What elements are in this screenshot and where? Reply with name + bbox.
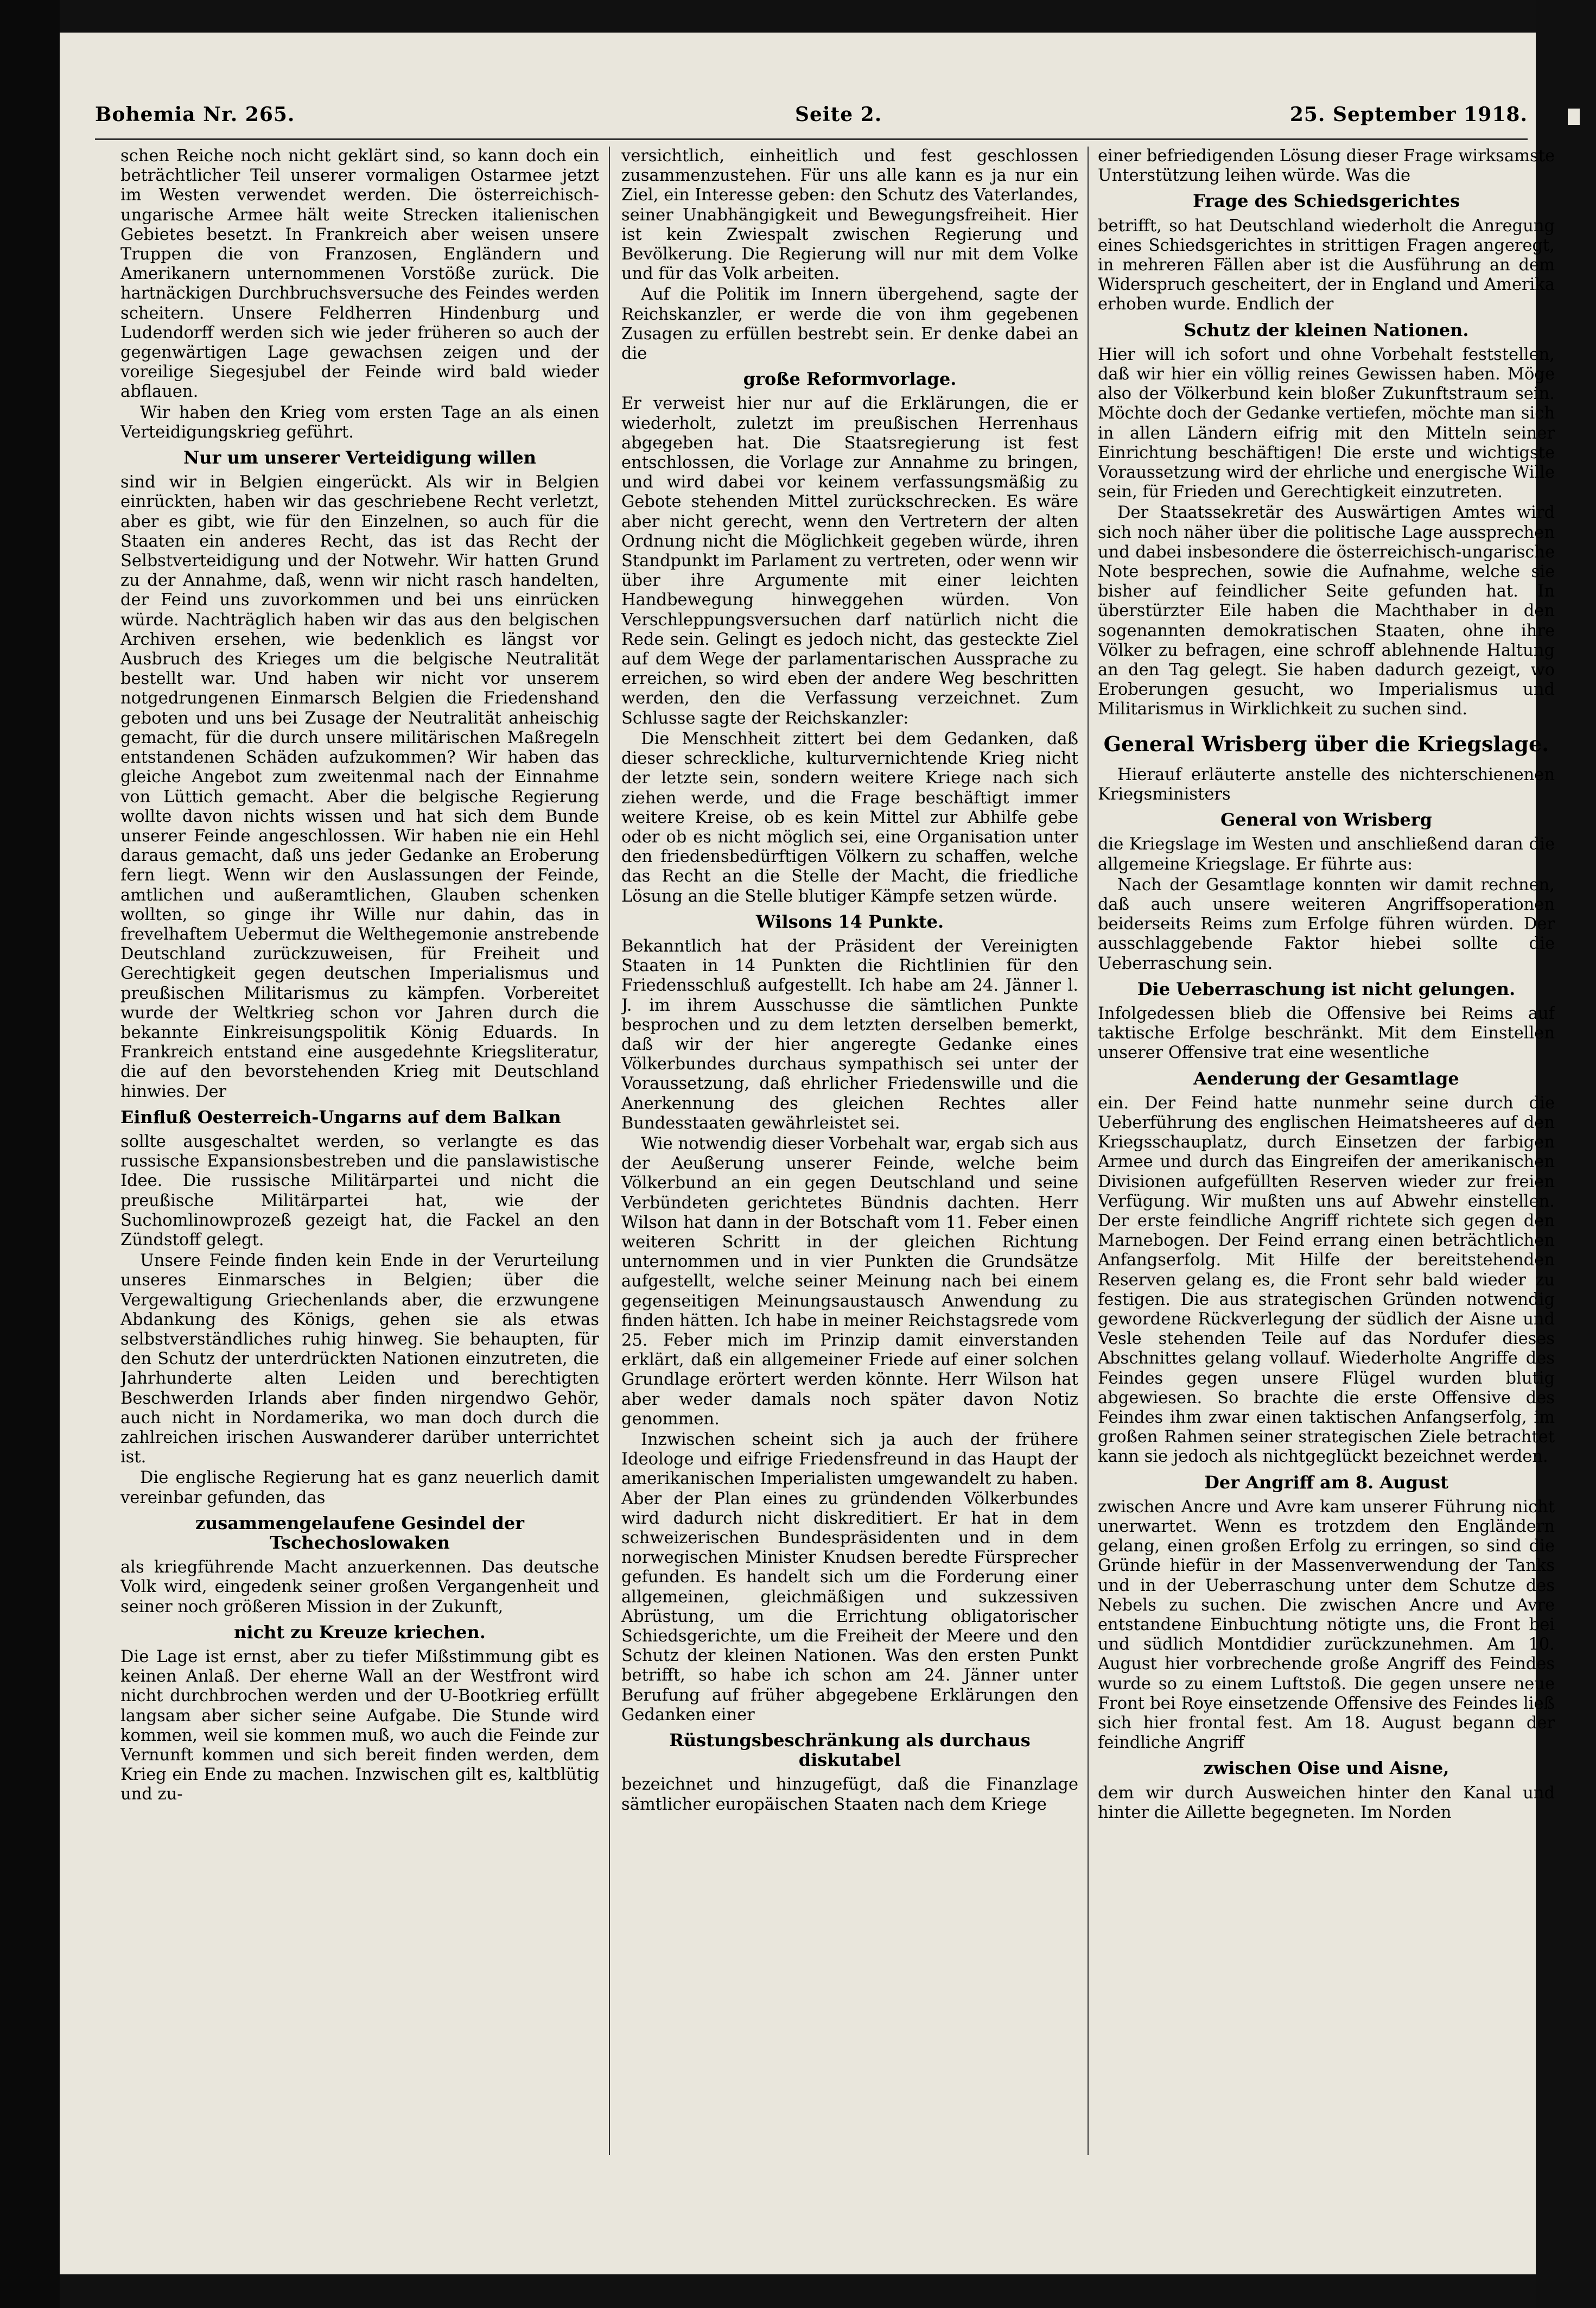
article-paragraph: Inzwischen scheint sich ja auch der frühere Ideologe und eifrige Friedensfreund in das Haupt der amerikanischen Imperialisten umgewandelt zu haben. Aber der Plan eines zu gründenden Völkerbundes wird dadurch nicht diskreditiert. Er hat in dem schweizerischen Bundespräsidenten und in dem norwegischen Minister Knudsen beredte Fürsprecher gefunden. Es handelt sich um die Forderung einer allgemeinen, gleichmäßigen und sukzessiven Abrüstung, um die Errichtung obligatorischer Schiedsgerichte, um die Freiheit der Meere und den Schutz der kleinen Nationen. Was den ersten Punkt betrifft, so habe ich schon am 24. Jänner unter Berufung auf früher abgegebene Erklärungen den Gedanken einer [621, 1430, 1078, 1724]
section-subheading: zwischen Oise und Aisne, [1203, 1758, 1449, 1779]
section-subheading: Nur um unserer Verteidigung willen [183, 447, 536, 468]
section-subheading: Rüstungsbeschränkung als durchaus diskutabel [669, 1730, 1031, 1771]
article-paragraph: betrifft, so hat Deutschland wiederholt die Anregung eines Schiedsgerichtes in strittigen Fragen angeregt, in mehreren Fällen aber ist die Ausführung an dem Widerspruch gescheitert, der in England und Amerika erhoben wurde. Endlich der [1098, 216, 1555, 314]
section-subheading: nicht zu Kreuze kriechen. [234, 1621, 486, 1643]
section-subheading: Schutz der kleinen Nationen. [1184, 319, 1469, 340]
section-subheading: große Reformvorlage. [743, 369, 957, 390]
article-paragraph: Nach der Gesamtlage konnten wir damit rechnen, daß auch unsere weiteren Angriffsoperationen beiderseits Reims zum Erfolge führen würden. Der ausschlaggebende Faktor hiebei sollte die Ueberraschung sein. [1098, 875, 1555, 973]
article-paragraph: Hierauf erläuterte anstelle des nichterschienenen Kriegsministers [1098, 765, 1555, 804]
article-paragraph: Der Staatssekretär des Auswärtigen Amtes wird sich noch näher über die politische Lage aussprechen und dabei insbesondere die österreichisch-ungarische Note besprechen, sowie die Aufnahme, welche sie bisher auf feindlicher Seite gefunden hat. In überstürzter Eile haben die Machthaber in den sogenannten demokratischen Staaten, ohne ihre Völker zu befragen, eine schroff ablehnende Haltung an den Tag gelegt. Sie haben dadurch gezeigt, wo Eroberungen gesucht, wo Imperialismus und Militarismus in Wirklichkeit zu suchen sind. [1098, 503, 1555, 719]
article-paragraph: sind wir in Belgien eingerückt. Als wir in Belgien einrückten, haben wir das geschriebene Recht verletzt, aber es gibt, wie für den Einzelnen, so auch für die Staaten ein anderes Recht, das ist das Recht der Selbstverteidigung und der Notwehr. Wir hatten Grund zu der Annahme, daß, wenn wir nicht rasch handelten, der Feind uns zuvorkommen und bei uns einrücken würde. Nachträglich haben wir das aus den belgischen Archiven ersehen, wie bedenklich es längst vor Ausbruch des Krieges um die belgische Neutralität bestellt war. Und haben wir nicht vor unserem notgedrungenen Einmarsch Belgien die Friedenshand geboten und uns bei Zusage der Neutralität anheischig gemacht, für die durch unsere militärischen Maßregeln entstandenen Schäden aufzukommen? Wir haben das gleiche Angebot zum zweitenmal nach der Einnahme von Lüttich gemacht. Aber die belgische Regierung wollte davon nichts wissen und hat sich dem Bunde unserer Feinde angeschlossen. Wir haben nie ein Hehl daraus gemacht, daß uns jeder Gedanke an Eroberung fern liegt. Wenn wir den Auslassungen der Feinde, amtlichen und außeramtlichen, Glauben schenken wollten, so ginge ihr Wille nur dahin, das in frevelhaftem Uebermut die Welthegemonie anstrebende Deutschland zurückzuweisen, für Freiheit und Gerechtigkeit gegen deutschen Imperialismus und preußischen Militarismus zu kämpfen. Vorbereitet wurde der Weltkrieg schon vor Jahren durch die bekannte Einkreisungspolitik König Eduards. In Frankreich entstand eine ausgedehnte Kriegsliteratur, die auf den bevorstehenden Krieg mit Deutschland hinwies. Der [120, 473, 599, 1101]
scan-border-left [0, 0, 60, 2308]
article-paragraph: Die Menschheit zittert bei dem Gedanken, daß dieser schreckliche, kulturvernichtende Krieg nicht der letzte sein, sondern weitere Kriege nach sich ziehen werde, und die Frage beschäftigt immer weitere Kreise, ob es kein Mittel zur Abhilfe gebe oder ob es nicht möglich sei, eine Organisation unter den friedensbedürftigen Völkern zu schaffen, welche das Recht an die Stelle der Macht, die friedliche Lösung an die Stelle blutiger Kämpfe setzen würde. [621, 729, 1078, 906]
article-paragraph: Infolgedessen blieb die Offensive bei Reims auf taktische Erfolge beschränkt. Mit dem Einstellen unserer Offensive trat eine wesentliche [1098, 1004, 1555, 1063]
column-divider-2 [1088, 147, 1089, 2155]
article-paragraph: einer befriedigenden Lösung dieser Frage wirksamste Unterstützung leihen würde. Was die [1098, 147, 1555, 186]
article-paragraph: dem wir durch Ausweichen hinter den Kanal und hinter die Aillette begegneten. Im Norden [1098, 1783, 1555, 1822]
text-column-3 [1098, 147, 1555, 2253]
header-rule [95, 138, 1528, 140]
article-paragraph: versichtlich, einheitlich und fest geschlossen zusammenzustehen. Für uns alle kann es ja nur ein Ziel, ein Interesse geben: den Schutz des Vaterlandes, seiner Unabhängigkeit und Bewegungsfreiheit. Hier ist kein Zwiespalt zwischen Regierung und Bevölkerung. Die Regierung will nur mit dem Volke und für das Volk arbeiten. [621, 147, 1078, 284]
section-subheading: Wilsons 14 Punkte. [755, 911, 944, 932]
article-paragraph: Auf die Politik im Innern übergehend, sagte der Reichskanzler, er werde die von ihm gegebenen Zusagen zu erfüllen bestrebt sein. Er denke dabei an die [621, 285, 1078, 364]
article-paragraph: Wie notwendig dieser Vorbehalt war, ergab sich aus der Aeußerung unserer Feinde, welche beim Völkerbund an ein gegen Deutschland und seine Verbündeten gerichtetes Bündnis dachten. Herr Wilson hat dann in der Botschaft vom 11. Feber einen weiteren Schritt in der gleichen Richtung unternommen und in vier Punkten die Grundsätze aufgestellt, welche seiner Meinung nach bei einem gegenseitigen Meinungsaustausch Anwendung zu finden hätten. Ich habe in meiner Reichstagsrede vom 25. Feber mich im Prinzip damit einverstanden erklärt, daß ein allgemeiner Friede auf einer solchen Grundlage erörtert werden könnte. Herr Wilson hat aber weder damals noch später davon Notiz genommen. [621, 1134, 1078, 1429]
text-column-2 [621, 147, 1078, 2253]
article-paragraph: bezeichnet und hinzugefügt, daß die Finanzlage sämtlicher europäischen Staaten nach dem Kriege [621, 1775, 1078, 1814]
article-paragraph: sollte ausgeschaltet werden, so verlangte es das russische Expansionsbestreben und die panslawistische Idee. Die russische Militärpartei und nicht die preußische Militärpartei hat, wie der Suchomlinowprozeß gezeigt hat, die Fackel an den Zündstoff gelegt. [120, 1132, 599, 1250]
header-page-number: Seite 2. [795, 103, 882, 126]
article-paragraph: Er verweist hier nur auf die Erklärungen, die er wiederholt, zuletzt im preußischen Herrenhaus abgegeben hat. Die Staatsregierung ist fest entschlossen, die Vorlage zur Annahme zu bringen, und wird dabei vor keinem verfassungsmäßig zu Gebote stehenden Mittel zurückschrecken. Es wäre aber nicht gerecht, wenn den Vertretern der alten Ordnung nicht die Möglichkeit gegeben würde, ihren Standpunkt im Parlament zu vertreten, oder wenn wir über ihre Argumente mit einer leichten Handbewegung hinweggehen würden. Von Verschleppungsversuchen darf natürlich nicht die Rede sein. Gelingt es jedoch nicht, das gesteckte Ziel auf dem Wege der parlamentarischen Aussprache zu erreichen, so wird eben der andere Weg beschritten werden, den die Verfassung verzeichnet. Zum Schlusse sagte der Reichskanzler: [621, 394, 1078, 728]
header-publication: Bohemia Nr. 265. [95, 103, 295, 126]
header-date: 25. September 1918. [1289, 103, 1528, 126]
article-paragraph: die Kriegslage im Westen und anschließend daran die allgemeine Kriegslage. Er führte aus: [1098, 835, 1555, 874]
column-divider-1 [609, 147, 610, 2155]
section-subheading: Frage des Schiedsgerichtes [1193, 191, 1460, 212]
section-subheading: zusammengelaufene Gesindel der Tschechoslowaken [195, 1512, 525, 1554]
article-paragraph: zwischen Ancre und Avre kam unserer Führung nicht unerwartet. Wenn es trotzdem den Engländern gelang, einen großen Erfolg zu erringen, so sind die Gründe hiefür in der Massenverwendung der Tanks und in der Ueberraschung unter dem Schutze des Nebels zu suchen. Die zwischen Ancre und Avre entstandene Einbuchtung nötigte uns, die Front bei und südlich Montdidier zurückzunehmen. Am 10. August hier vorbrechende große Angriff des Feindes wurde so zu einem Luftstoß. Die gegen unsere neue Front bei Roye einsetzende Offensive des Feindes ließ sich hier frontal fest. Am 18. August begann der feindliche Angriff [1098, 1497, 1555, 1753]
section-subheading: General von Wrisberg [1220, 809, 1433, 830]
article-paragraph: ein. Der Feind hatte nunmehr seine durch die Ueberführung des englischen Heimatsheeres auf den Kriegsschauplatz, durch Einsetzen der farbigen Armee und durch das Eingreifen der amerikanischen Divisionen aufgefüllten Reserven wieder zur freien Verfügung. Wir mußten uns auf Abwehr einstellen. Der erste feindliche Angriff richtete sich gegen den Marnebogen. Der Feind errang einen beträchtlichen Anfangserfolg. Mit Hilfe der bereitstehenden Reserven gelang es, die Front sehr bald wieder zu festigen. Die aus strategischen Gründen notwendig gewordene Rückverlegung der südlich der Aisne und Vesle stehenden Teile auf das Nordufer dieses Abschnittes gelang vollauf. Wiederholte Angriffe des Feindes gegen unsere Flügel wurden blutig abgewiesen. So brachte die erste Offensive des Feindes ihm zwar einen taktischen Anfangserfolg, im großen Rahmen seiner strategischen Ziele betrachtet kann sie jedoch als nichtgeglückt bezeichnet werden. [1098, 1093, 1555, 1467]
article-paragraph: schen Reiche noch nicht geklärt sind, so kann doch ein beträchtlicher Teil unserer vormaligen Ostarmee jetzt im Westen verwendet werden. Die österreichisch-ungarische Armee hält weite Strecken italienischen Gebietes besetzt. In Frankreich aber weisen unsere Truppen die von Franzosen, Engländern und Amerikanern unternommenen Vorstöße zurück. Die hartnäckigen Durchbruchsversuche des Feindes werden scheitern. Unsere Feldherren Hindenburg und Ludendorff werden sich wie jeder früheren so auch der gegenwärtigen Lage gewachsen zeigen und der voreilige Siegesjubel der Feinde wird bald wieder abflauen. [120, 147, 599, 402]
section-subheading: Die Ueberraschung ist nicht gelungen. [1137, 978, 1516, 999]
article-paragraph: Wir haben den Krieg vom ersten Tage an als einen Verteidigungskrieg geführt. [120, 403, 599, 442]
section-subheading: Einfluß Oesterreich-Ungarns auf dem Balkan [120, 1106, 561, 1127]
page-header [95, 103, 1528, 136]
article-paragraph: Bekanntlich hat der Präsident der Vereinigten Staaten in 14 Punkten die Richtlinien für den Friedensschluß aufgestellt. Ich habe am 24. Jänner l. J. im ihrem Ausschusse die sämtlichen Punkte besprochen und zu dem letzten derselben bemerkt, daß wir der hier angeregte Gedanke eines Völkerbundes durchaus sympathisch sei unter der Voraussetzung, daß ehrlicher Friedenswille und die Anerkennung des gleichen Rechtes aller Bundesstaaten gewährleistet sei. [621, 936, 1078, 1133]
section-subheading: Der Angriff am 8. August [1204, 1472, 1448, 1493]
article-paragraph: Hier will ich sofort und ohne Vorbehalt feststellen, daß wir hier ein völlig reines Gewissen haben. Möge also der Völkerbund kein bloßer Zukunftstraum sein. Möchte doch der Gedanke vertiefen, möchte man sich in allen Ländern eifrig mit den Mitteln seiner Einrichtung beschäftigen! Die erste und wichtigste Voraussetzung wird der ehrliche und energische Wille sein, für Frieden und Gerechtigkeit einzutreten. [1098, 345, 1555, 502]
text-column-1 [120, 147, 599, 2253]
article-paragraph: Die englische Regierung hat es ganz neuerlich damit vereinbar gefunden, das [120, 1468, 599, 1507]
article-headline: General Wrisberg über die Kriegslage. [1103, 731, 1549, 756]
section-subheading: Aenderung der Gesamtlage [1193, 1068, 1459, 1089]
article-paragraph: als kriegführende Macht anzuerkennen. Das deutsche Volk wird, eingedenk seiner großen Vergangenheit und seiner noch größeren Mission in der Zukunft, [120, 1558, 599, 1616]
article-paragraph: Die Lage ist ernst, aber zu tiefer Mißstimmung gibt es keinen Anlaß. Der eherne Wall an der Westfront wird nicht durchbrochen werden und der U-Bootkrieg erfüllt langsam aber sicher seine Aufgabe. Die Stunde wird kommen, weil sie kommen muß, wo auch die Feinde zur Vernunft kommen und sich bereit finden werden, dem Krieg ein Ende zu machen. Inzwischen gilt es, kaltblütig und zu- [120, 1647, 599, 1804]
article-paragraph: Unsere Feinde finden kein Ende in der Verurteilung unseres Einmarsches in Belgien; über die Vergewaltigung Griechenlands aber, die erzwungene Abdankung des Königs, gehen sie als etwas selbstverständliches ruhig hinweg. Sie behaupten, für den Schutz der unterdrückten Nationen einzutreten, die Jahrhunderte alten Leiden und berechtigten Beschwerden Irlands aber finden nirgendwo Gehör, auch nicht in Nordamerika, wo man doch durch die zahlreichen irischen Auswanderer darüber unterrichtet ist. [120, 1251, 599, 1467]
margin-mark [1568, 109, 1580, 125]
